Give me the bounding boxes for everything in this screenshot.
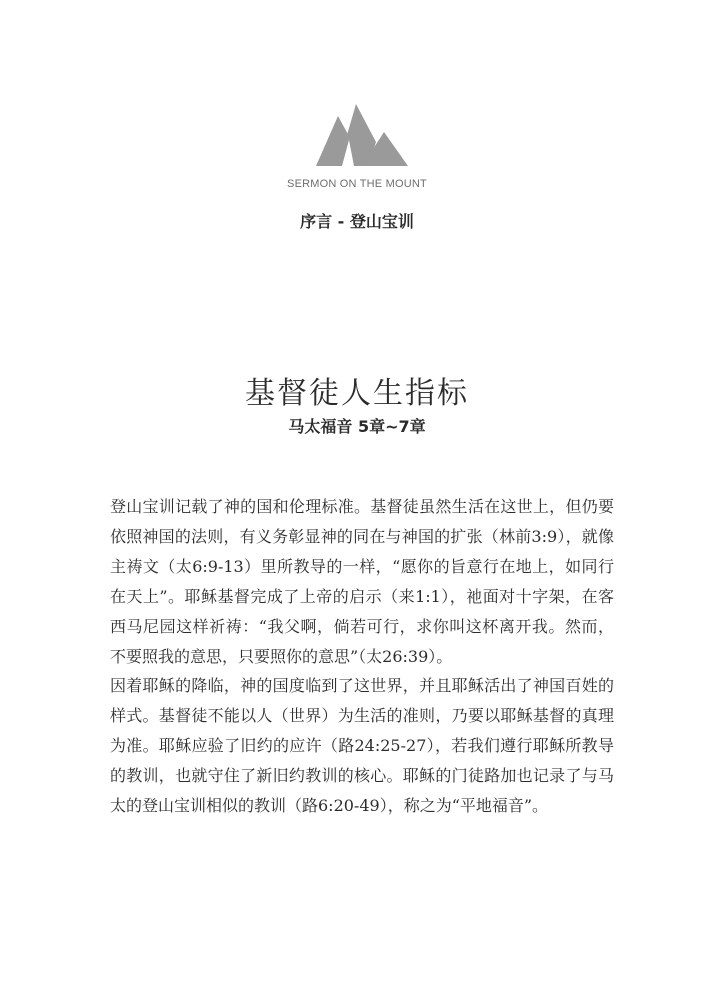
page-title: 基督徒人生指标 bbox=[245, 376, 469, 411]
mountain-icon bbox=[316, 104, 408, 166]
scripture-reference: 马太福音 5章~7章 bbox=[288, 417, 426, 436]
body-paragraph: 因着耶稣的降临，神的国度临到了这世界，并且耶稣活出了神国百姓的样式。基督徒不能以人（世界）为生活的准则，乃要以耶稣基督的真理为准。耶稣应验了旧约的应许（路24:25-27），若我们遵行耶稣所教导的教训，也就守住了新旧约教训的核心。耶稣的门徒路加也记录了与马太的登山宝训相似的教训（路6:20-49），称之为“平地福音”。 bbox=[110, 676, 614, 816]
body-text bbox=[110, 492, 614, 821]
body-paragraph: 登山宝训记载了神的国和伦理标准。基督徒虽然生活在这世上，但仍要依照神国的法则，有义务彰显神的同在与神国的扩张（林前3:9），就像主祷文（太6:9-13）里所教导的一样，“愿你的旨意行在地上，如同行在天上”。耶稣基督完成了上帝的启示（来1:1），祂面对十字架，在客西马尼园这样祈祷：“我父啊，倘若可行，求你叫这杯离开我。然而，不要照我的意思，只要照你的意思”（太26:39）。 bbox=[110, 497, 614, 666]
series-label: SERMON ON THE MOUNT bbox=[287, 178, 427, 190]
section-title: 序言 - 登山宝训 bbox=[300, 212, 414, 231]
